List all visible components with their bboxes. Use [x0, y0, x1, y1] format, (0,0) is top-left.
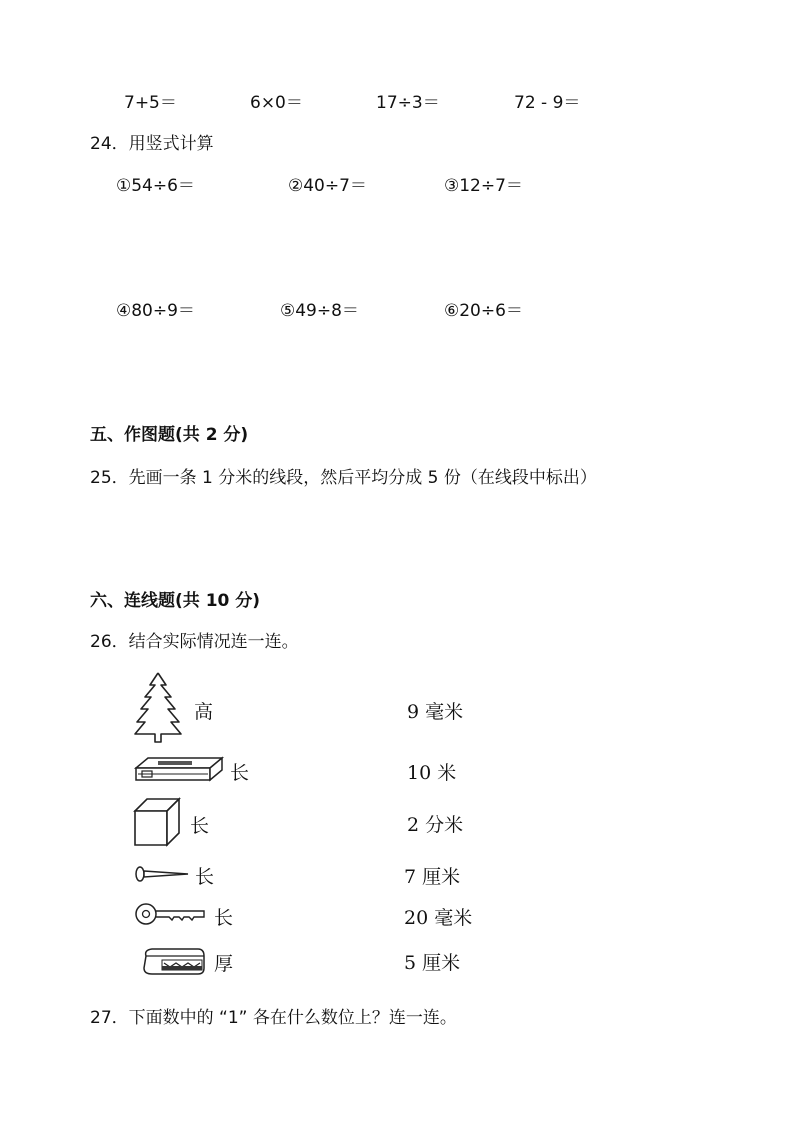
nail-icon [134, 865, 190, 883]
eraser-icon [140, 946, 206, 976]
question-24-title: 24．用竖式计算 [90, 134, 214, 154]
right-item-9mm: 9 毫米 [407, 701, 464, 723]
calc-17-div-3: 17÷3＝ [376, 93, 440, 113]
q24-item-2: ②40÷7＝ [288, 176, 367, 196]
q24-item-4: ④80÷9＝ [116, 301, 195, 321]
pencil-box-icon [134, 756, 224, 782]
question-27-text: 27．下面数中的 “1” 各在什么数位上？连一连。 [90, 1008, 457, 1028]
left-label-key: 长 [214, 907, 234, 929]
section-6-title: 六、连线题(共 10 分) [90, 591, 261, 611]
left-label-height: 高 [194, 701, 214, 723]
calc-7-plus-5: 7+5＝ [124, 93, 177, 113]
question-26-title: 26．结合实际情况连一连。 [90, 632, 299, 652]
question-25-text: 25．先画一条 1 分米的线段，然后平均分成 5 份（在线段中标出） [90, 468, 597, 488]
section-5-title: 五、作图题(共 2 分) [90, 425, 249, 445]
cube-icon [133, 797, 181, 847]
left-label-cube: 长 [190, 815, 210, 837]
q24-item-5: ⑤49÷8＝ [280, 301, 359, 321]
q24-item-6: ⑥20÷6＝ [444, 301, 523, 321]
right-item-5cm: 5 厘米 [404, 952, 461, 974]
right-item-2dm: 2 分米 [407, 814, 464, 836]
key-icon [134, 902, 206, 926]
tree-icon [133, 672, 183, 744]
q24-item-1: ①54÷6＝ [116, 176, 195, 196]
calc-72-minus-9: 72 - 9＝ [514, 93, 581, 113]
right-item-7cm: 7 厘米 [404, 866, 461, 888]
q24-item-3: ③12÷7＝ [444, 176, 523, 196]
left-label-eraser: 厚 [214, 953, 234, 975]
right-item-10m: 10 米 [407, 762, 457, 784]
left-label-nail: 长 [195, 866, 215, 888]
left-label-pencil-box: 长 [230, 762, 250, 784]
calc-6-times-0: 6×0＝ [250, 93, 303, 113]
right-item-20mm: 20 毫米 [404, 907, 473, 929]
